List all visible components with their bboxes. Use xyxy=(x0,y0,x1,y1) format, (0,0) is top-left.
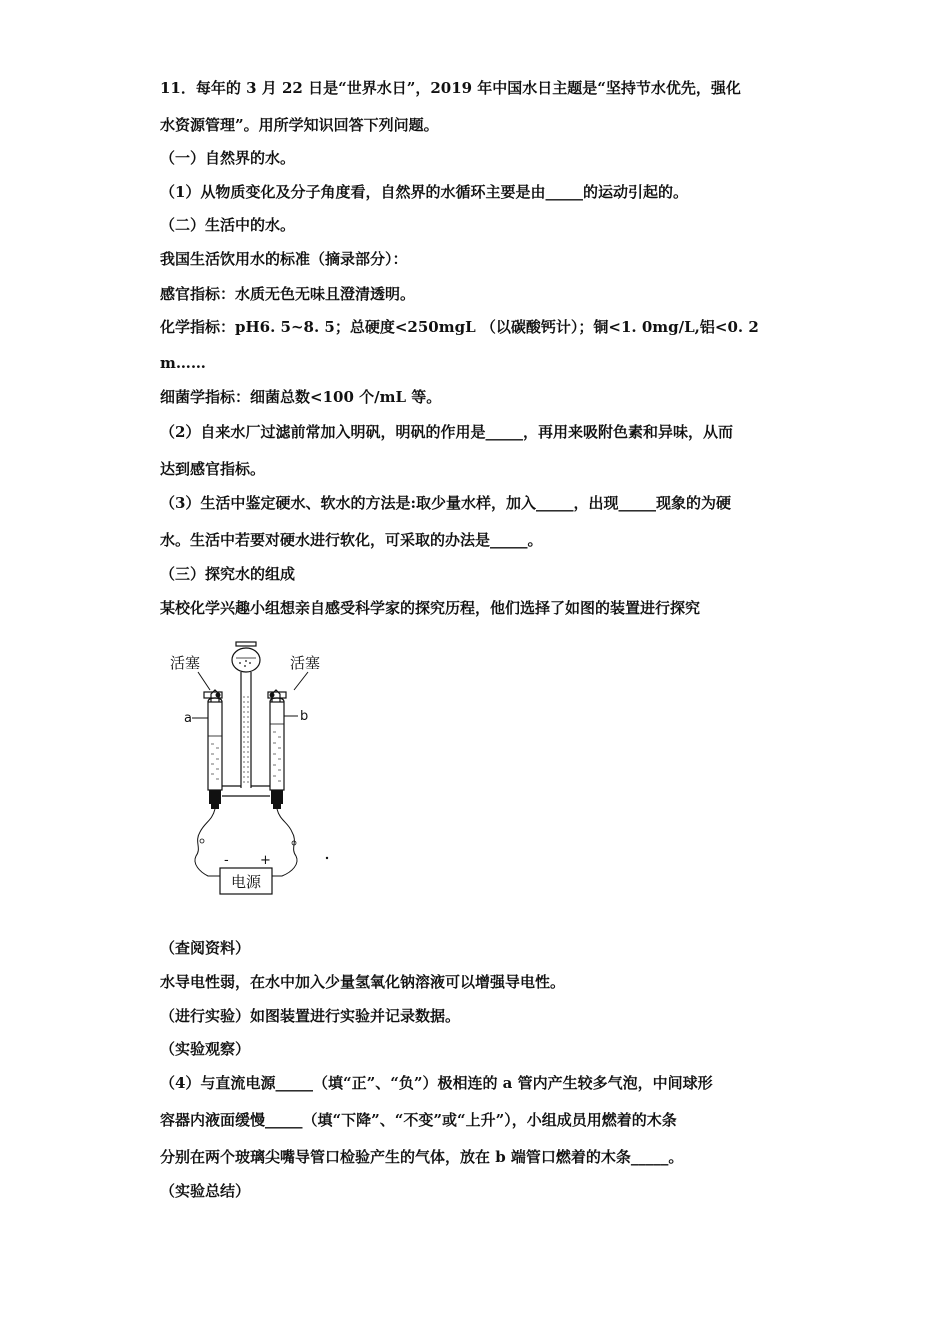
text-line: 水导电性弱，在水中加入少量氢氧化钠溶液可以增强导电性。 xyxy=(160,973,566,991)
text-line: （3）生活中鉴定硬水、软水的方法是:取少量水样，加入_____，出现_____现象的为硬 xyxy=(160,494,731,512)
text-line: 水。生活中若要对硬水进行软化，可采取的办法是_____。 xyxy=(160,531,543,549)
text-line: 水资源管理”。用所学知识回答下列问题。 xyxy=(160,116,439,134)
wire-positive xyxy=(272,809,297,876)
power-supply-label: 电源 xyxy=(230,873,262,891)
text-line: 分别在两个玻璃尖嘴导管口检验产生的气体，放在 b 端管口燃着的木条_____。 xyxy=(160,1148,684,1166)
reservoir-bulb xyxy=(232,642,260,672)
section-heading: （一）自然界的水。 xyxy=(160,149,296,167)
text-line: （4）与直流电源_____（填“正”、“负”）极相连的 a 管内产生较多气泡，中间球形 xyxy=(160,1074,713,1092)
section-heading: （三）探究水的组成 xyxy=(160,565,296,583)
pointer-line xyxy=(198,672,210,690)
text-line: 我国生活饮用水的标准（摘录部分）： xyxy=(160,250,408,268)
text-line: （进行实验）如图装置进行实验并记录数据。 xyxy=(160,1007,461,1025)
text-line: （2）自来水厂过滤前常加入明矾，明矾的作用是_____，再用来吸附色素和异味，从而 xyxy=(160,423,733,441)
stray-dot xyxy=(326,857,328,859)
label-minus: - xyxy=(224,853,229,868)
text-line: 化学指标：pH6. 5~8. 5；总硬度<250mgL （以碳酸钙计）；铜<1. 0mg/L,铝<0. 2 xyxy=(160,318,759,336)
text-line: 容器内液面缓慢_____（填“下降”、“不变”或“上升”），小组成员用燃着的木条 xyxy=(160,1111,677,1129)
section-heading: （实验总结） xyxy=(160,1182,251,1200)
text-line: m…… xyxy=(160,354,206,372)
label-a: a xyxy=(184,711,192,726)
tube-a xyxy=(204,690,222,809)
text-line: （1）从物质变化及分子角度看，自然界的水循环主要是由_____的运动引起的。 xyxy=(160,183,688,201)
stopcock-label-left: 活塞 xyxy=(170,654,201,672)
pointer-line xyxy=(294,672,308,690)
text-line: 感官指标：水质无色无味且澄清透明。 xyxy=(160,285,416,303)
label-b: b xyxy=(300,709,309,724)
text-line: 某校化学兴趣小组想亲自感受科学家的探究历程，他们选择了如图的装置进行探究 xyxy=(160,599,701,617)
section-heading: （实验观察） xyxy=(160,1040,251,1058)
label-plus: + xyxy=(260,853,271,868)
central-tube xyxy=(241,672,251,788)
tube-b xyxy=(268,690,286,809)
electrolysis-apparatus-figure xyxy=(160,636,360,902)
section-heading: （查阅资料） xyxy=(160,939,251,957)
text-line: 达到感官指标。 xyxy=(160,460,266,478)
text-line: 11．每年的 3 月 22 日是“世界水日”，2019 年中国水日主题是“坚持节水优先，强化 xyxy=(160,79,741,97)
stopcock-label-right: 活塞 xyxy=(290,654,321,672)
connecting-tube xyxy=(222,786,270,796)
section-heading: （二）生活中的水。 xyxy=(160,216,296,234)
text-line: 细菌学指标：细菌总数<100 个/mL 等。 xyxy=(160,388,442,406)
